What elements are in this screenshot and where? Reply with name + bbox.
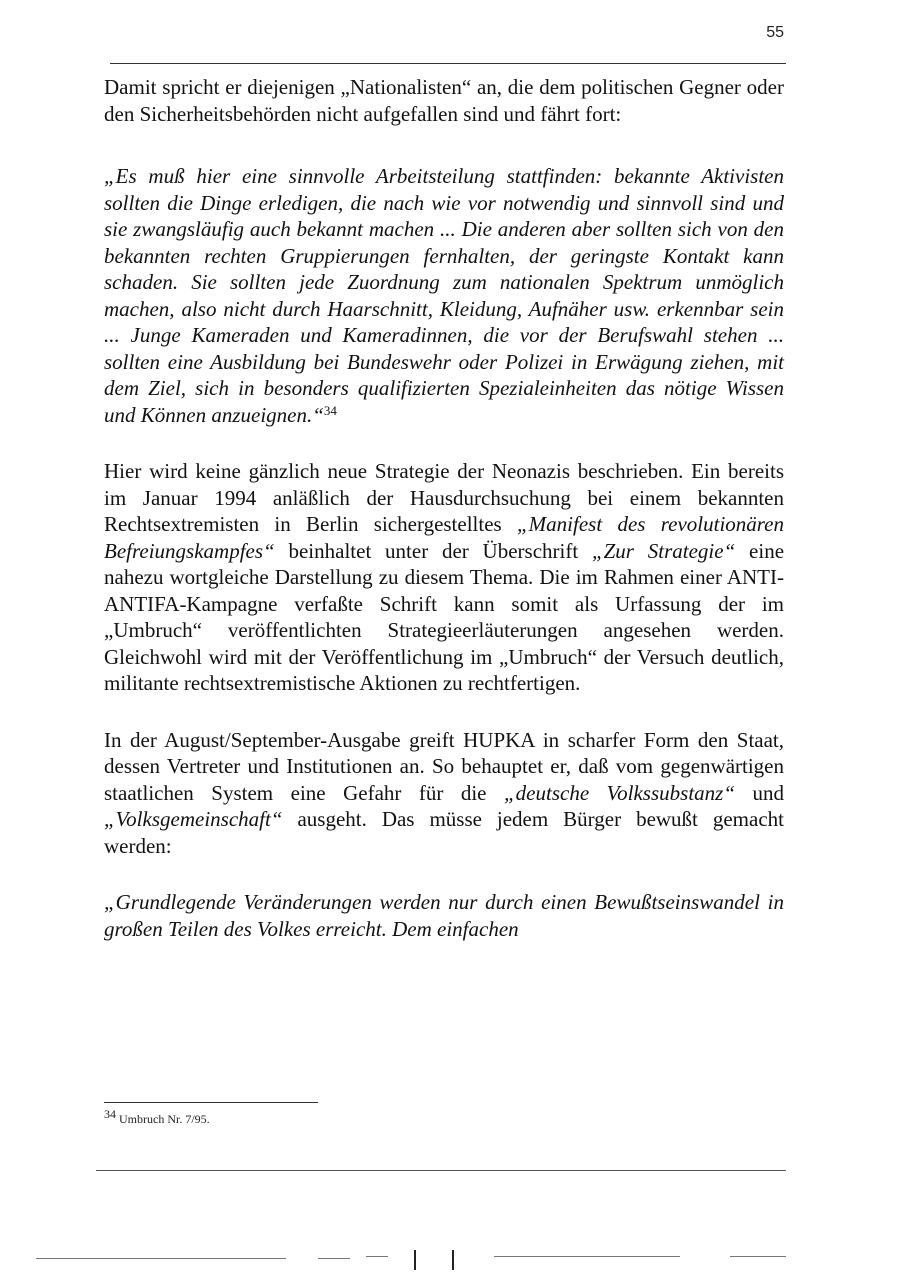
paragraph-intro: Damit spricht er diejenigen „Nationalisten“ an, die dem politischen Gegner oder den Sicherheitsbehörden nicht aufgefallen sind und fährt fort: <box>104 75 784 126</box>
scan-mark <box>452 1250 454 1270</box>
paragraph-strategy-part-e: eine nahezu wortgleiche Darstellung zu diesem Thema. Die im Rahmen einer ANTI-ANTIFA-Kampagne verfaßte Schrift kann somit als Urfassung der im „Umbruch“ veröffentlichten Strategieerläuterungen angesehen werden. Gleichwohl wird mit der Veröffentlichung im „Umbruch“ der Versuch deutlich, militante rechtsextremistische Aktionen zu rechtfertigen. <box>104 538 785 695</box>
paragraph-strategy-part-c: beinhaltet unter der Überschrift <box>274 538 592 563</box>
manifest-title: „Manifest des revolutionären Befreiungskampfes“ <box>104 512 784 563</box>
footnote-rule <box>104 1102 318 1103</box>
page-number: 55 <box>766 24 784 41</box>
scan-artifact-line <box>494 1256 680 1257</box>
quotation-text: „Es muß hier eine sinnvolle Arbeitsteilung stattfinden: bekannte Aktivisten sollten die Dinge erledigen, die nach wie vor notwendig und sinnvoll sind und sie zwangsläufig auch bekannt machen ... Die anderen aber sollten sich von den bekannten rechten Gruppierungen fernhalten, der geringste Kontakt kann schaden. Sie sollten jede Zuordnung zum nationalen Spektrum unmöglich machen, also nicht durch Haarschnitt, Kleidung, Aufnäher usw. erkennbar sein ... Junge Kameraden und Kameradinnen, die vor der Berufswahl stehen ... sollten eine Ausbildung bei Bundeswehr oder Polizei in Erwägung ziehen, mit dem Ziel, sich in besonders qualifizierten Spezialeinheiten das nötige Wissen und Können anzueignen.“ <box>104 164 784 427</box>
quoted-term-volksgemeinschaft: „Volksgemeinschaft“ <box>104 807 283 831</box>
paragraph-hupka <box>104 727 784 860</box>
quotation-umbruch <box>104 163 784 428</box>
quotation-hupka: „Grundlegende Veränderungen werden nur durch einen Bewußtseinswandel in großen Teilen des Volkes erreicht. Dem einfachen <box>104 890 784 941</box>
scan-artifact-line <box>318 1258 350 1259</box>
scan-artifact-line <box>36 1258 286 1259</box>
quoted-term-volkssubstanz: „deutsche Volkssubstanz“ <box>504 780 735 805</box>
scan-artifact-line <box>730 1256 786 1257</box>
paragraph-hupka-part-e: ausgeht. Das müsse jedem Bürger bewußt gemacht werden: <box>104 807 784 858</box>
paragraph-strategy-part-a: Hier wird keine gänzlich neue Strategie der Neonazis beschrieben. Ein bereits im Januar 1994 anläßlich der Hausdurchsuchung bei einem bekannten Rechtsextremisten in Berlin sichergestelltes <box>104 459 784 536</box>
paragraph-hupka-part-c: und <box>735 780 784 805</box>
strategy-heading-title: „Zur Strategie“ <box>591 538 736 563</box>
body-text <box>104 74 784 942</box>
scan-artifact-line <box>366 1256 388 1257</box>
footnote-34 <box>104 1107 210 1127</box>
scan-mark <box>414 1250 416 1270</box>
footnote-text: Umbruch Nr. 7/95. <box>119 1112 210 1126</box>
bottom-rule <box>96 1170 786 1171</box>
footnote-marker: 34 <box>104 1107 116 1121</box>
paragraph-hupka-part-a: In der August/September-Ausgabe greift HUPKA in scharfer Form den Staat, dessen Vertreter und Institutionen an. So behauptet er, daß vom gegenwärtigen staatlichen System eine Gefahr für die <box>104 727 784 805</box>
paragraph-strategy <box>104 458 784 697</box>
footnote-ref-34: 34 <box>323 402 337 418</box>
header-rule <box>110 63 786 64</box>
